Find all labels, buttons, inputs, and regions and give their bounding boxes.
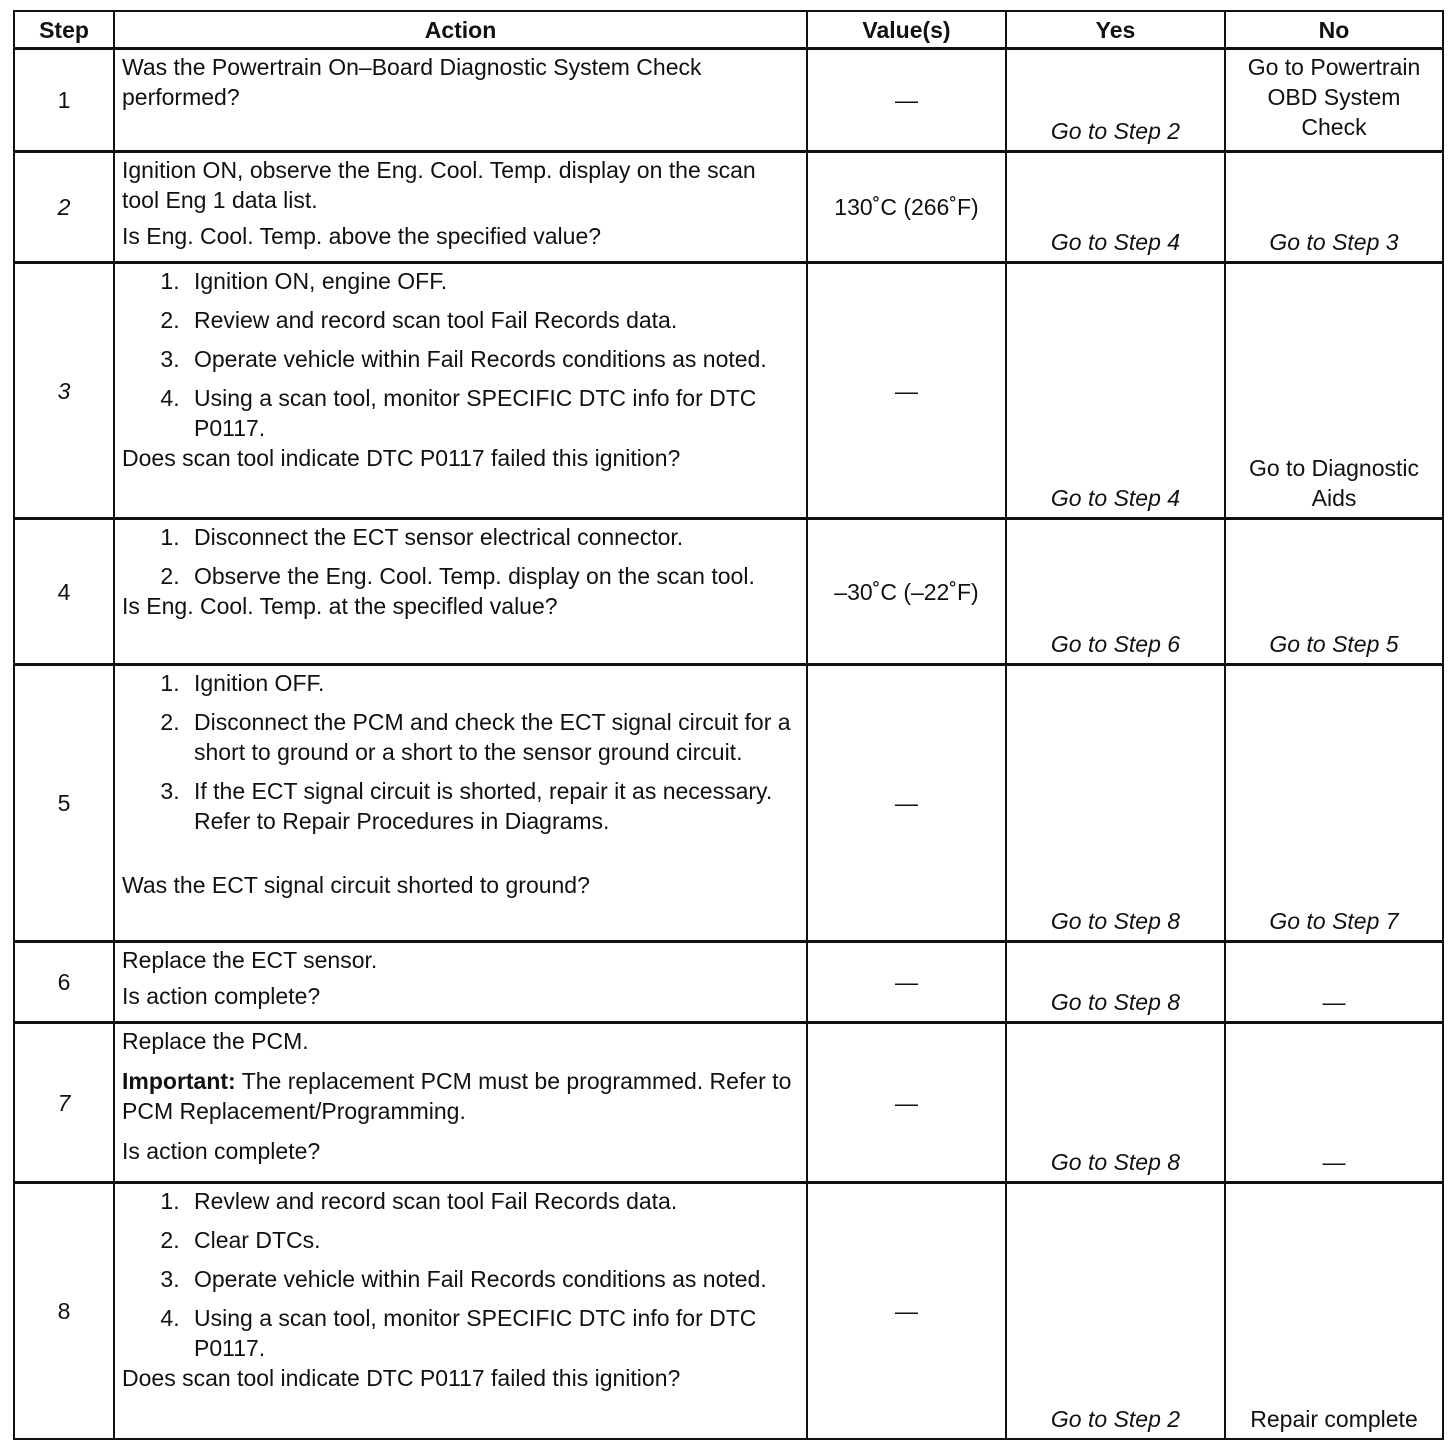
action-question: Does scan tool indicate DTC P0117 failed this ignition? xyxy=(122,1365,681,1391)
yes-cell: Go to Step 4 xyxy=(1006,263,1225,519)
action-steps xyxy=(122,266,799,443)
no-cell: Go to Powertrain OBD System Check xyxy=(1225,49,1443,152)
list-item: 2. Disconnect the PCM and check the ECT signal circuit for a short to ground or a short to the sensor ground circuit. xyxy=(186,707,799,767)
action-cell xyxy=(114,519,807,665)
list-item: 4. Using a scan tool, monitor SPECIFIC DTC info for DTC P0117. xyxy=(186,1303,799,1363)
important-text: The replacement PCM must be programmed. Refer to PCM Replacement/Programming. xyxy=(122,1068,792,1124)
table-row xyxy=(14,942,1443,1023)
list-item: 1. Ignition OFF. xyxy=(186,668,799,698)
list-item: 3. Operate vehicle within Fail Records conditions as noted. xyxy=(186,344,799,374)
action-question: Was the ECT signal circuit shorted to ground? xyxy=(122,872,590,898)
action-steps xyxy=(122,668,799,836)
action-steps xyxy=(122,1186,799,1363)
step-number: 6 xyxy=(14,942,114,1023)
table-row xyxy=(14,1183,1443,1439)
action-question: Is Eng. Cool. Temp. at the specifled value? xyxy=(122,593,558,619)
action-question: Does scan tool indicate DTC P0117 failed this ignition? xyxy=(122,445,681,471)
action-cell xyxy=(114,665,807,942)
list-item: 2. Review and record scan tool Fail Records data. xyxy=(186,305,799,335)
step-number: 2 xyxy=(14,152,114,263)
list-item: 2. Clear DTCs. xyxy=(186,1225,799,1255)
header-values: Value(s) xyxy=(807,11,1006,49)
table-row xyxy=(14,665,1443,942)
action-cell xyxy=(114,263,807,519)
table-row xyxy=(14,152,1443,263)
header-step: Step xyxy=(14,11,114,49)
no-cell: Go to Step 3 xyxy=(1225,152,1443,263)
action-cell xyxy=(114,942,807,1023)
list-item: 1. Revlew and record scan tool Fail Records data. xyxy=(186,1186,799,1216)
action-intro: Replace the ECT sensor. xyxy=(122,947,378,973)
important-note xyxy=(122,1066,799,1126)
value-cell: –30˚C (–22˚F) xyxy=(807,519,1006,665)
no-cell: Repair complete xyxy=(1225,1183,1443,1439)
action-intro: Ignition ON, observe the Eng. Cool. Temp. display on the scan tool Eng 1 data list. xyxy=(122,157,756,213)
list-item: 4. Using a scan tool, monitor SPECIFIC DTC info for DTC P0117. xyxy=(186,383,799,443)
value-cell: — xyxy=(807,49,1006,152)
yes-cell: Go to Step 8 xyxy=(1006,665,1225,942)
action-question: Was the Powertrain On–Board Diagnostic System Check performed? xyxy=(122,54,702,110)
header-action: Action xyxy=(114,11,807,49)
value-cell: 130˚C (266˚F) xyxy=(807,152,1006,263)
yes-cell: Go to Step 2 xyxy=(1006,49,1225,152)
table-row xyxy=(14,49,1443,152)
yes-cell: Go to Step 4 xyxy=(1006,152,1225,263)
step-number: 5 xyxy=(14,665,114,942)
step-number: 7 xyxy=(14,1023,114,1183)
action-intro: Replace the PCM. xyxy=(122,1028,309,1054)
list-item: 2. Observe the Eng. Cool. Temp. display on the scan tool. xyxy=(186,561,799,591)
value-cell: — xyxy=(807,263,1006,519)
action-question: Is action complete? xyxy=(122,1138,321,1164)
header-row xyxy=(14,11,1443,49)
step-number: 1 xyxy=(14,49,114,152)
action-cell xyxy=(114,152,807,263)
yes-cell: Go to Step 6 xyxy=(1006,519,1225,665)
table-row xyxy=(14,519,1443,665)
no-cell: Go to Step 7 xyxy=(1225,665,1443,942)
action-question: Is Eng. Cool. Temp. above the specified value? xyxy=(122,223,602,249)
step-number: 8 xyxy=(14,1183,114,1439)
diagnostic-table xyxy=(13,10,1444,1440)
step-number: 3 xyxy=(14,263,114,519)
action-cell xyxy=(114,1183,807,1439)
yes-cell: Go to Step 2 xyxy=(1006,1183,1225,1439)
no-cell: — xyxy=(1225,1023,1443,1183)
action-question: Is action complete? xyxy=(122,983,321,1009)
value-cell: — xyxy=(807,1183,1006,1439)
table-row xyxy=(14,1023,1443,1183)
header-no: No xyxy=(1225,11,1443,49)
value-cell: — xyxy=(807,1023,1006,1183)
no-cell: Go to Step 5 xyxy=(1225,519,1443,665)
list-item: 1. Disconnect the ECT sensor electrical connector. xyxy=(186,522,799,552)
header-yes: Yes xyxy=(1006,11,1225,49)
no-cell: Go to Diagnostic Aids xyxy=(1225,263,1443,519)
table-row xyxy=(14,263,1443,519)
yes-cell: Go to Step 8 xyxy=(1006,1023,1225,1183)
list-item: 1. Ignition ON, engine OFF. xyxy=(186,266,799,296)
action-cell xyxy=(114,49,807,152)
list-item: 3. Operate vehicle within Fail Records conditions as noted. xyxy=(186,1264,799,1294)
yes-cell: Go to Step 8 xyxy=(1006,942,1225,1023)
action-cell xyxy=(114,1023,807,1183)
step-number: 4 xyxy=(14,519,114,665)
value-cell: — xyxy=(807,942,1006,1023)
action-steps xyxy=(122,522,799,591)
value-cell: — xyxy=(807,665,1006,942)
no-cell: — xyxy=(1225,942,1443,1023)
list-item: 3. If the ECT signal circuit is shorted, repair it as necessary. Refer to Repair Procedures in Diagrams. xyxy=(186,776,799,836)
important-label: Important: xyxy=(122,1068,236,1094)
